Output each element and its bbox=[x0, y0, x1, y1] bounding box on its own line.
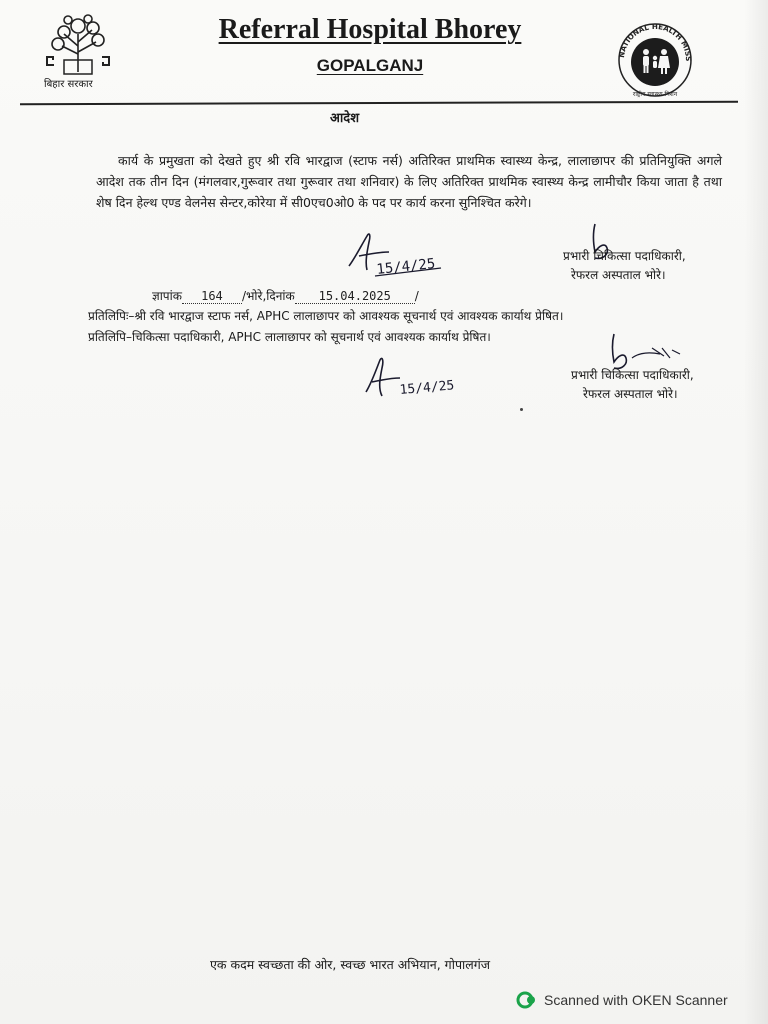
national-health-mission-logo bbox=[610, 14, 700, 102]
memo-date: 15.04.2025 bbox=[318, 289, 391, 303]
signatory-block-2 bbox=[571, 366, 694, 404]
signatory2-designation: प्रभारी चिकित्सा पदाधिकारी, bbox=[571, 368, 694, 382]
memo-number: 164 bbox=[201, 289, 223, 303]
copy-recipient-2: प्रतिलिपि–चिकित्सा पदाधिकारी, APHC लालाछापर को सूचनार्थ एवं आवश्यक कार्याथ प्रेषित। bbox=[88, 330, 491, 344]
order-heading: आदेश bbox=[330, 111, 360, 126]
footer-slogan: एक कदम स्वच्छता की ओर, स्वच्छ भारत अभियान, गोपालगंज bbox=[210, 957, 491, 972]
page-edge-shadow bbox=[744, 0, 768, 1024]
district-name: GOPALGANJ bbox=[316, 56, 424, 75]
order-body-text: कार्य के प्रमुखता को देखते हुए श्री रवि भारद्वाज (स्टाफ नर्स) अतिरिक्त प्राथमिक स्वास्थ्य केन्द्र, लालाछापर की प्रतिनियुक्ति अगले आदेश तक तीन दिन (मंगलवार,गुरूवार तथा गुरूवार तथा शनिवार) के लिए अतिरिक्त प्राथमिक स्वास्थ्य केन्द्र लामीचौर किया जाता है तथा शेष दिन हेल्थ एण्ड वेलनेस सेन्टर,कोरेया में सी0एच0ओ0 के पद पर कार्य करना सुनिश्चित करेगे। bbox=[96, 153, 722, 210]
order-body bbox=[96, 150, 722, 213]
scanner-watermark bbox=[516, 990, 728, 1010]
signatory-designation: प्रभारी चिकित्सा पदाधिकारी, bbox=[563, 249, 686, 263]
signatory2-office: रेफरल अस्पताल भोरे। bbox=[583, 387, 678, 401]
svg-text:NATIONAL HEALTH MISSION: NATIONAL HEALTH MISS bbox=[617, 21, 694, 62]
oken-scanner-icon bbox=[516, 990, 538, 1010]
hospital-name: Referral Hospital Bhorey bbox=[218, 14, 522, 45]
ink-speck bbox=[520, 408, 523, 411]
signatory-office: रेफरल अस्पताल भोरे। bbox=[571, 268, 666, 282]
memo-mid-text: /भोरे,दिनांक bbox=[241, 289, 295, 303]
copy-recipient-1: प्रतिलिपिः–श्री रवि भारद्वाज स्टाफ नर्स, APHC लालाछापर को आवश्यक सूचनार्थ एवं आवश्यक कार्याथ प्रेषित। bbox=[88, 309, 564, 323]
memo-label: ज्ञापांक bbox=[152, 289, 182, 303]
bihar-sarkar-caption: बिहार सरकार bbox=[44, 79, 93, 90]
header-rule bbox=[20, 101, 738, 106]
memo-line: ज्ञापांक 164 /भोरे,दिनांक 15.04.2025 / bbox=[152, 289, 419, 303]
handwritten-signature-2 bbox=[360, 352, 470, 402]
signature-date-1: 15/4/25 bbox=[375, 255, 437, 278]
signatory-block-1 bbox=[563, 247, 686, 285]
signature-date-2: 15/4/25 bbox=[399, 378, 455, 398]
handwritten-signature-1 bbox=[345, 228, 455, 278]
scanner-watermark-text: Scanned with OKEN Scanner bbox=[544, 992, 728, 1008]
nhm-hindi-caption: राष्ट्रीय स्वास्थ्य मिशन bbox=[632, 91, 678, 98]
